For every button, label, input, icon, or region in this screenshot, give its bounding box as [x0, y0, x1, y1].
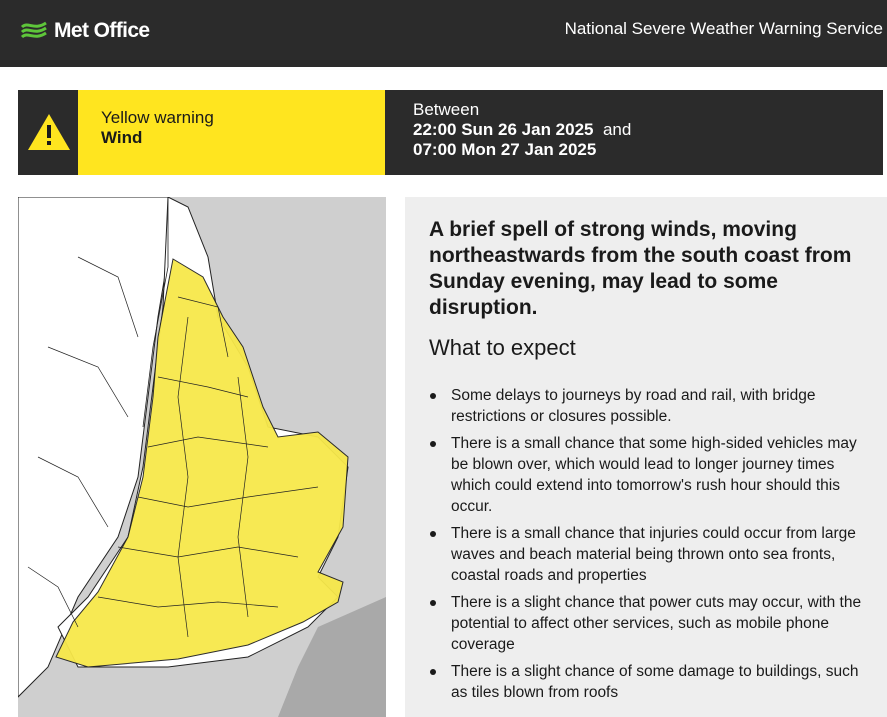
between-label: Between — [413, 100, 480, 119]
warning-details-panel — [405, 197, 887, 717]
list-item — [429, 523, 869, 586]
warning-map[interactable] — [18, 197, 386, 717]
impact-text: There is a small chance that some high-sided vehicles may be blown over, which would lead to longer journey times which could extend into tomorrow's rush hour should this occur. — [451, 435, 857, 515]
warning-level: Yellow warning — [101, 108, 214, 127]
warning-icon-box — [18, 90, 78, 175]
bullet-icon — [430, 600, 436, 606]
warning-type: Wind — [101, 128, 143, 147]
met-office-logo-link[interactable] — [20, 18, 150, 44]
impact-text: Some delays to journeys by road and rail, with bridge restrictions or closures possible. — [451, 387, 816, 425]
list-item — [429, 592, 869, 655]
list-item — [429, 433, 869, 517]
map-canvas — [18, 197, 386, 717]
met-office-wave-icon — [20, 20, 48, 42]
warning-validity — [413, 100, 631, 160]
warning-end-time: 07:00 Mon 27 Jan 2025 — [413, 140, 597, 159]
bullet-icon — [430, 531, 436, 537]
impact-text: There is a small chance that injuries could occur from large waves and beach material being thrown onto sea fronts, coastal roads and properties — [451, 525, 856, 584]
warning-triangle-icon — [26, 112, 72, 152]
site-header — [0, 0, 887, 67]
impact-text: There is a slight chance that power cuts may occur, with the potential to affect other services, such as mobile phone coverage — [451, 594, 862, 653]
bullet-icon — [430, 393, 436, 399]
logo-text: Met Office — [54, 19, 150, 42]
warning-level-box — [78, 90, 385, 175]
list-item — [429, 661, 869, 703]
impacts-list — [429, 385, 869, 709]
list-item — [429, 385, 869, 427]
and-label: and — [602, 120, 632, 139]
warning-start-time: 22:00 Sun 26 Jan 2025 — [413, 120, 594, 139]
impact-text: There is a slight chance of some damage to buildings, such as tiles blown from roofs — [451, 663, 859, 701]
warning-summary-bar — [18, 90, 883, 175]
warning-headline: A brief spell of strong winds, moving northeastwards from the south coast from Sunday evening, may lead to some disruption. — [429, 218, 852, 319]
service-title: National Severe Weather Warning Service — [564, 19, 883, 38]
bullet-icon — [430, 669, 436, 675]
bullet-icon — [430, 441, 436, 447]
what-to-expect-heading: What to expect — [429, 335, 576, 360]
